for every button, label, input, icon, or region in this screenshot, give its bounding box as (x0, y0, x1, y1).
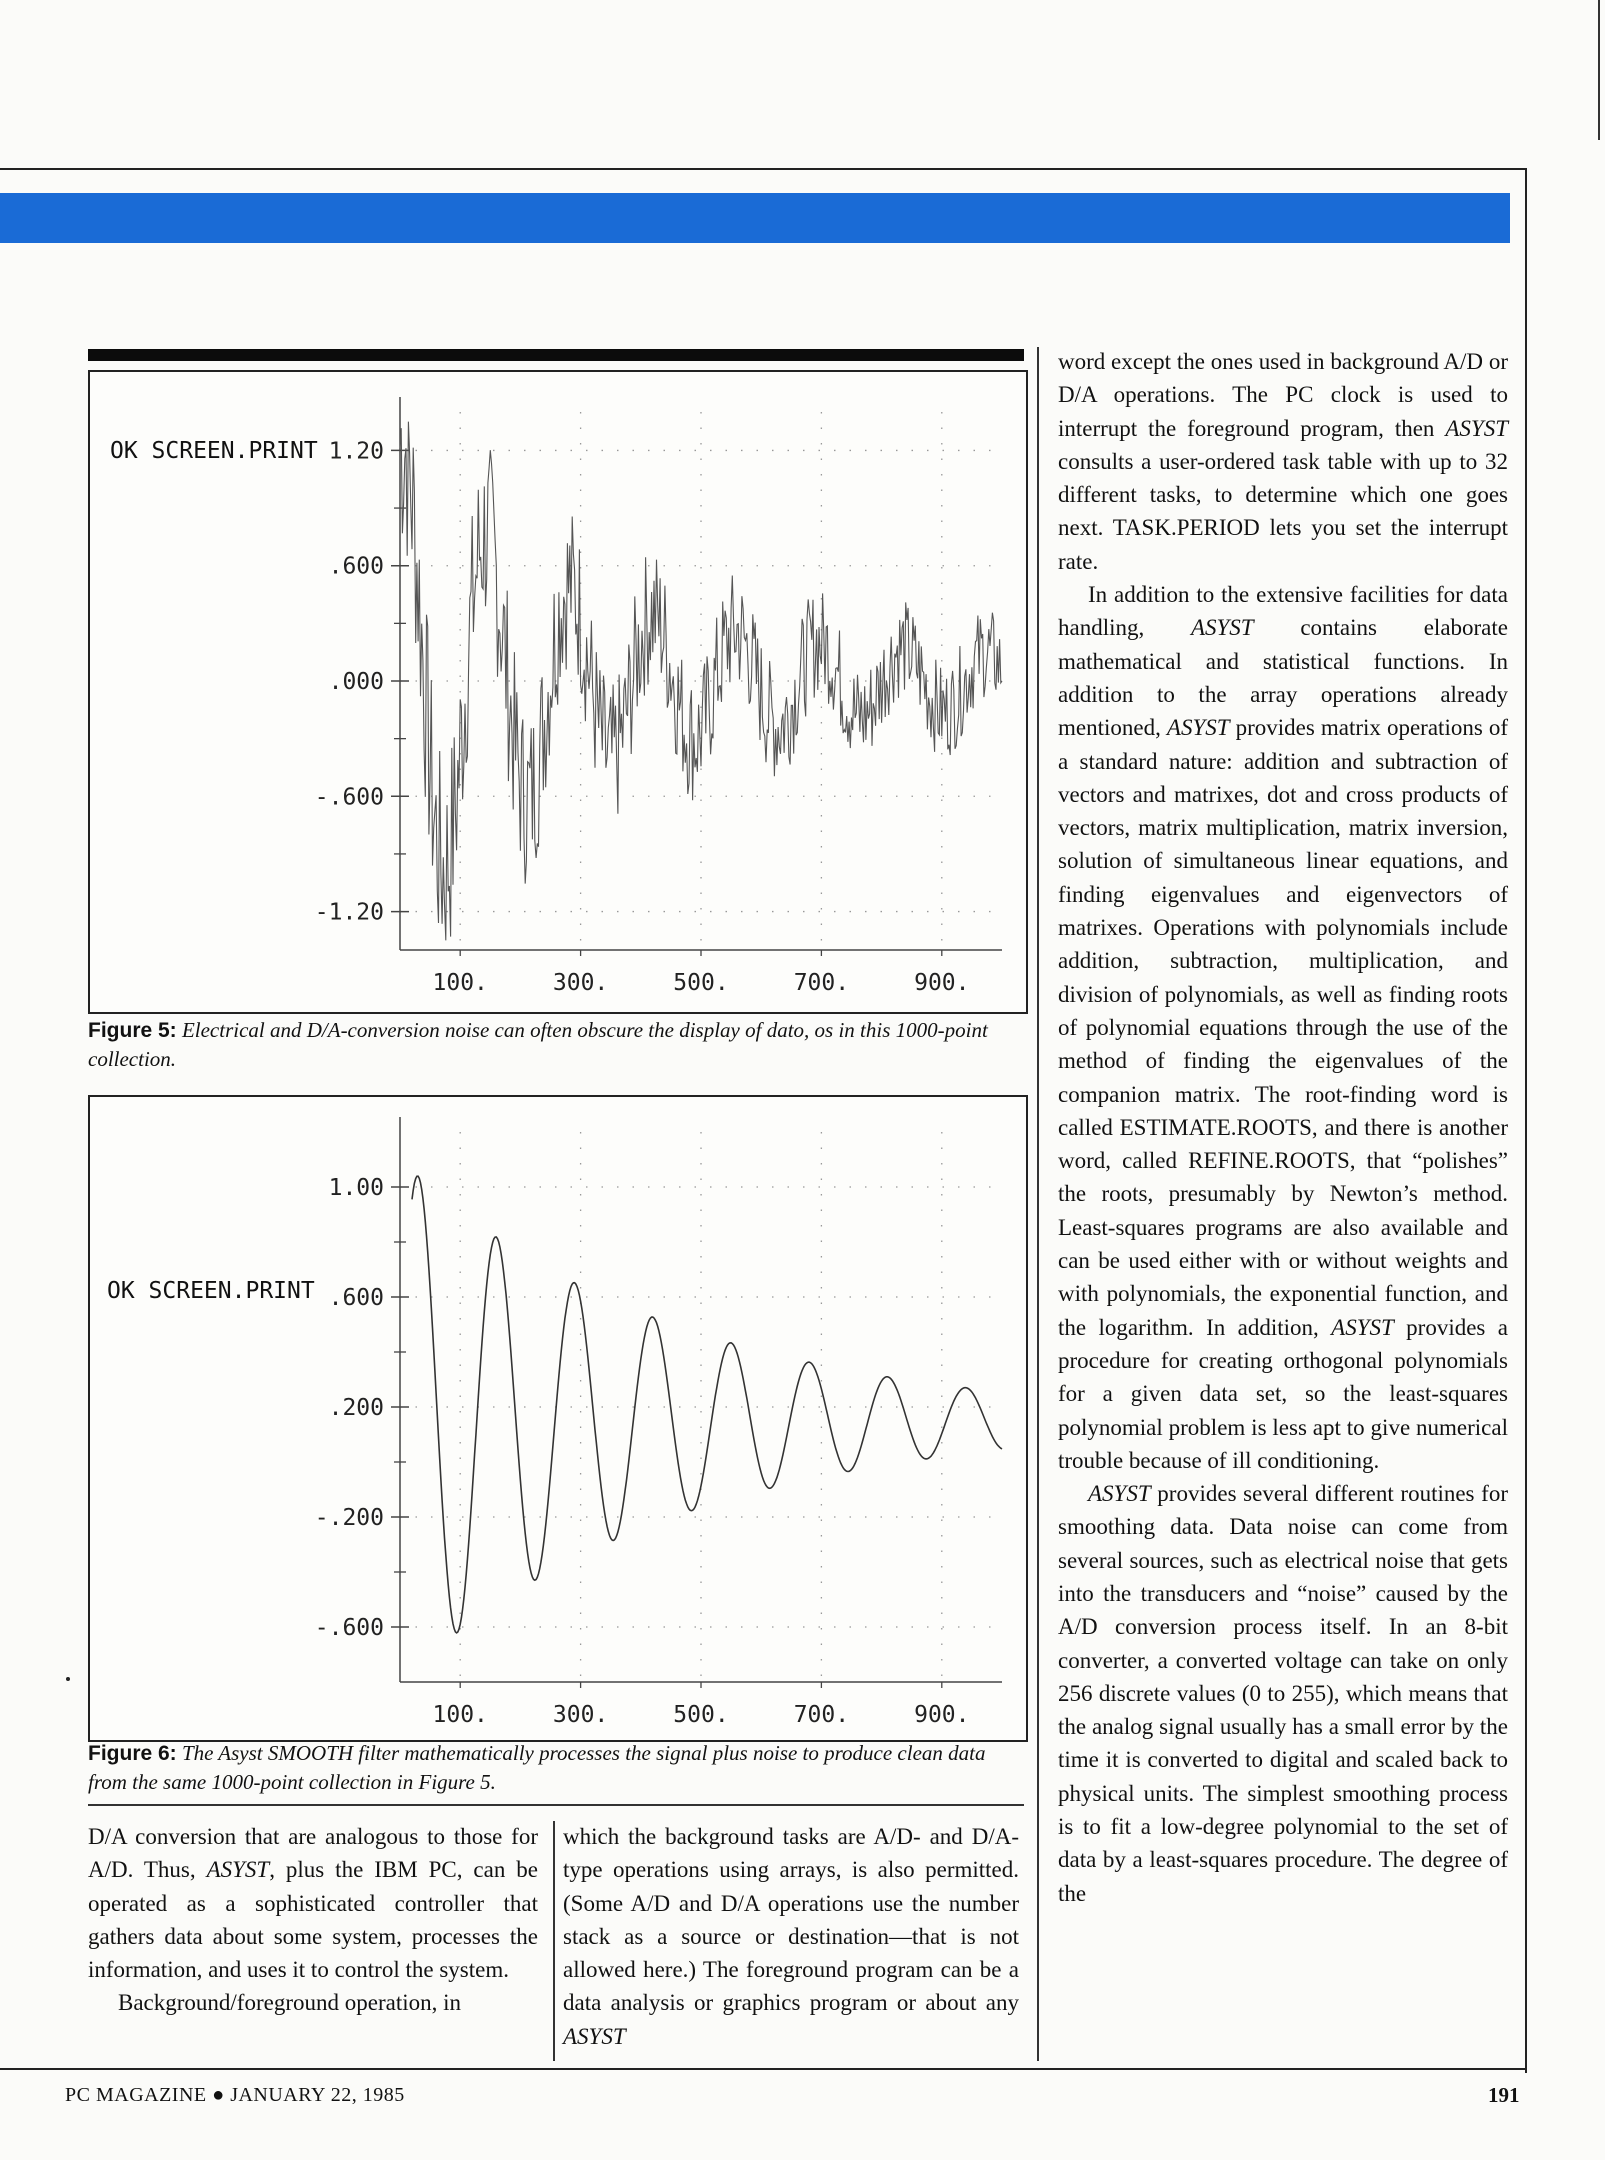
x-tick-label: 900. (914, 1702, 970, 1728)
product-name: ASYST (563, 2023, 626, 2049)
y-tick-label: -.600 (314, 1615, 384, 1641)
column-rule-right (1037, 347, 1039, 2061)
text-run: contains elaborate mathematical and statistical functions. In addition to the array operations already mentioned, (1058, 615, 1508, 741)
x-tick-label: 100. (432, 970, 488, 996)
text-run: which the background tasks are A/D- and D/A-type operations using arrays, is also permitted. (Some A/D and D/A operations use the number stack as a source or destination—that is not allowed here.) The foreground program can be a data analysis or graphics program or about any (563, 1824, 1019, 2016)
figure-5-caption-text: Electrical and D/A-conversion noise can often obscure the display of dato, os in this 1000-point collection. (88, 1018, 988, 1071)
figure-5-y-ticks (315, 438, 409, 925)
x-tick-label: 700. (793, 970, 850, 996)
text-run: consults a user-ordered task table with up to 32 different tasks, to determine which one goes next. TASK.PERIOD lets you set the interrupt rate. (1058, 448, 1508, 574)
product-name: ASYST (1166, 715, 1230, 741)
ok-screen-print-label: OK SCREEN.PRINT (110, 438, 318, 464)
text-run: provides a procedure for creating orthogonal polynomials for a given data set, so the least-squares polynomial problem is less apt to give numerical trouble because of ill conditioning. (1058, 1314, 1508, 1473)
figure-6-x-ticks (433, 1682, 970, 1728)
text-run: , plus the IBM PC, can be operated as a sophisticated controller that gathers data about some system, processes the information, and uses it to control the system. (88, 1857, 538, 1983)
article-column-right (1058, 345, 1508, 1910)
ok-screen-print-label: OK SCREEN.PRINT (107, 1278, 315, 1304)
paragraph (1058, 345, 1508, 578)
y-tick-label: -1.20 (314, 899, 384, 926)
page-edge-line (1598, 0, 1600, 140)
text-run: provides several different routines for smoothing data. Data noise can come from several sources, such as electrical noise that gets into the transducers and “noise” caused by the A/D conversion process itself. In an 8-bit converter, a converted voltage can take on only 256 discrete values (0 to 255), which means that the analog signal usually has a small error by the time it is converted to digital and scaled back to physical units. The simplest smoothing process is to fit a low-degree polynomial to the set of data by a least-squares procedure. The degree of the (1058, 1481, 1508, 1906)
figure-6-gridlines (400, 1132, 1002, 1682)
figure-6-caption-text: The Asyst SMOOTH filter mathematically processes the signal plus noise to produce clean data from the same 1000-point collection in Figure 5. (88, 1741, 986, 1794)
figure-6-y-ticks (315, 1175, 409, 1641)
product-name: ASYST (206, 1857, 270, 1883)
header-color-bar (0, 193, 1510, 243)
footer-rule (0, 2068, 1527, 2070)
product-name: ASYST (1331, 1314, 1394, 1340)
x-tick-label: 900. (914, 970, 970, 996)
footer-page-number: 191 (1488, 2083, 1520, 2107)
figure-6 (88, 1095, 1028, 1742)
figure-5 (88, 370, 1028, 1014)
y-tick-label: 1.20 (328, 438, 384, 465)
footer-magazine-date: PC MAGAZINE ● JANUARY 22, 1985 (65, 2084, 405, 2106)
paragraph (1058, 1477, 1508, 1910)
y-tick-label: .600 (328, 1285, 384, 1311)
article-column-left (88, 1820, 538, 2020)
y-tick-label: .000 (328, 669, 384, 695)
stray-dot (66, 1677, 70, 1681)
y-tick-label: .200 (328, 1395, 384, 1421)
figure-6-smoothed-signal-line (412, 1176, 1002, 1633)
figure-6-caption (88, 1739, 1018, 1797)
y-tick-label: -.200 (314, 1505, 384, 1531)
figure-6-caption-label: Figure 6: (88, 1742, 177, 1765)
x-tick-label: 700. (793, 1702, 850, 1728)
figure-5-x-ticks (433, 950, 970, 996)
figure-5-chart (90, 372, 1026, 1012)
x-tick-label: 500. (673, 970, 729, 996)
y-tick-label: 1.00 (328, 1175, 384, 1201)
figure-5-gridlines (400, 412, 1002, 950)
product-name: ASYST (1190, 615, 1254, 641)
x-tick-label: 100. (432, 1702, 488, 1728)
text-run: In addition to the extensive facilities for data handling, (1058, 582, 1508, 641)
figure-5-caption-label: Figure 5: (88, 1019, 177, 1042)
text-run: provides matrix operations of a standard nature: addition and subtraction of vectors and matrixes, dot and cross products of vectors, matrix multiplication, matrix inversion, solution of simultaneous linear equations, and finding eigenvalues and eigenvectors of matrixes. Operations with polynomials include addition, subtraction, multiplication, and division of polynomials, as well as finding roots of polynomial equations through the use of the method of finding the eigenvalues of the companion matrix. The root-finding word is called ESTIMATE.ROOTS, and there is another word, called REFINE.ROOTS, that “polishes” the roots, presumably by Newton’s method. Least-squares programs are also available and can be used either with or without weights and with polynomials, the exponential function, and the logarithm. In addition, (1058, 715, 1508, 1340)
y-tick-label: -.600 (314, 784, 384, 811)
x-tick-label: 500. (673, 1702, 729, 1728)
text-run: word except the ones used in background A/D or D/A operations. The PC clock is used to interrupt the foreground program, then (1058, 349, 1508, 441)
paragraph (88, 1820, 538, 1986)
text-run: D/A conversion that are analogous to those for A/D. Thus, (88, 1824, 538, 1883)
paragraph (1058, 578, 1508, 1477)
paragraph: Background/foreground operation, in (118, 1990, 461, 2016)
column-rule-left (553, 1821, 555, 2061)
article-column-middle (563, 1820, 1019, 2053)
page-frame-right (1525, 168, 1527, 2073)
figure-5-axes (400, 397, 1002, 950)
figure-top-rule (88, 349, 1024, 361)
paragraph (563, 1820, 1019, 2053)
page-frame-top (0, 168, 1527, 170)
product-name: ASYST (1445, 415, 1508, 441)
caption-rule (88, 1804, 1024, 1806)
x-tick-label: 300. (552, 1702, 609, 1728)
x-tick-label: 300. (552, 970, 609, 996)
figure-6-chart (90, 1097, 1026, 1740)
figure-5-caption (88, 1016, 1018, 1074)
product-name: ASYST (1088, 1481, 1151, 1507)
y-tick-label: .600 (328, 553, 384, 580)
